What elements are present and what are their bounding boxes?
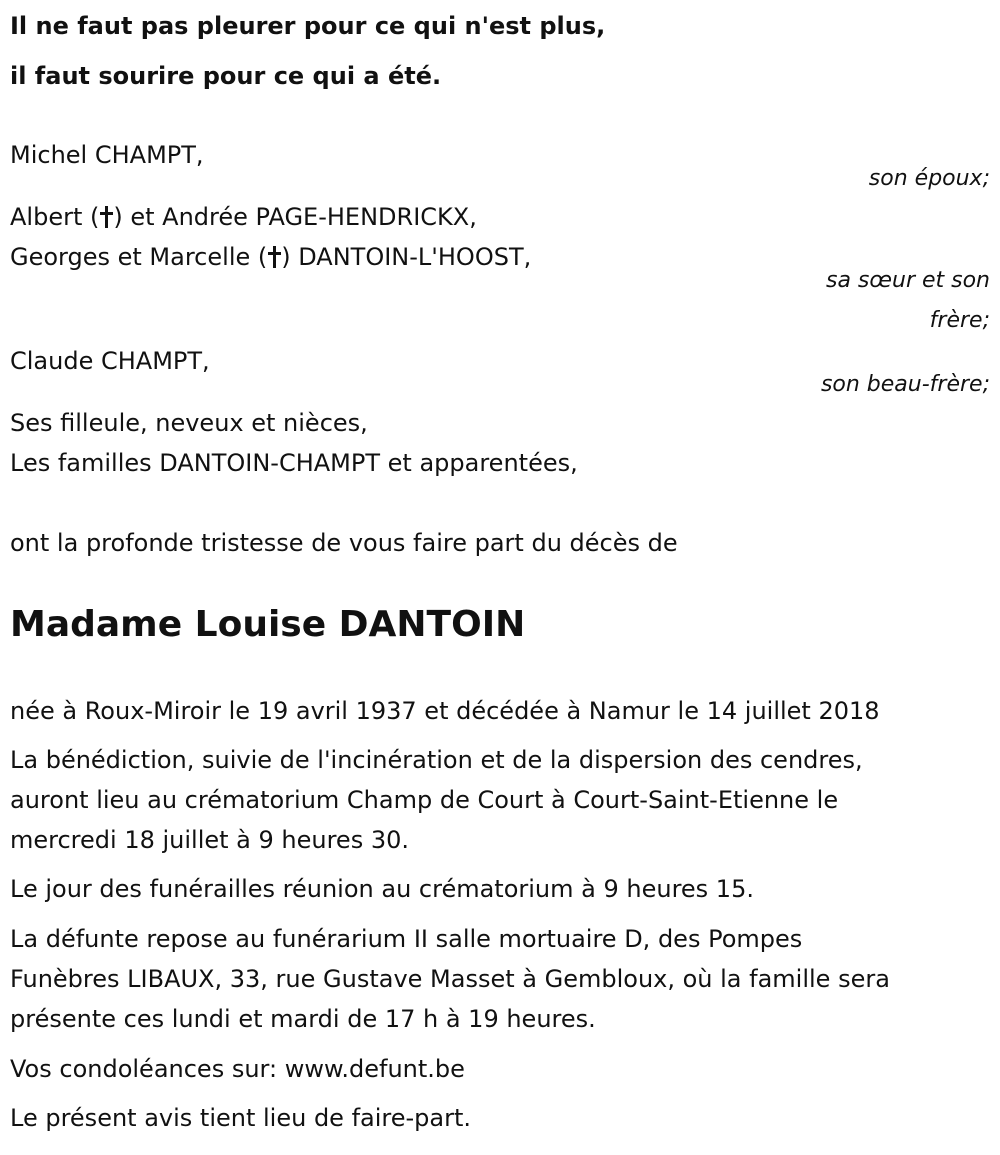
cross-icon (100, 206, 112, 228)
announcement: ont la profonde tristesse de vous faire part du décès de (10, 529, 678, 557)
deceased-name: Madame Louise DANTOIN (10, 604, 526, 645)
brother-in-law-relation: son beau-frère; (820, 372, 990, 397)
siblings-relation-line-2: frère; (929, 308, 990, 333)
notice: Le présent avis tient lieu de faire-part. (10, 1104, 472, 1132)
sibling-line-2-part-a: Georges et Marcelle ( (10, 243, 268, 271)
sibling-line-1-part-a: Albert ( (10, 203, 100, 231)
meeting: Le jour des funérailles réunion au crématorium à 9 heures 15. (10, 875, 754, 903)
birth-death: née à Roux-Miroir le 19 avril 1937 et décédée à Namur le 14 juillet 2018 (10, 697, 880, 725)
others-line-2: Les familles DANTOIN-CHAMPT et apparentées, (10, 449, 578, 477)
condolences: Vos condoléances sur: www.defunt.be (10, 1055, 465, 1083)
sibling-line-2 (10, 242, 531, 272)
sibling-line-1-part-b: ) et Andrée PAGE-HENDRICKX, (113, 203, 477, 231)
brother-in-law-name: Claude CHAMPT, (10, 347, 210, 375)
viewing-line-3: présente ces lundi et mardi de 17 h à 19 heures. (10, 1005, 596, 1033)
ceremony-line-3: mercredi 18 juillet à 9 heures 30. (10, 826, 409, 854)
others-line-1: Ses filleule, neveux et nièces, (10, 409, 368, 437)
sibling-line-1 (10, 202, 477, 232)
sibling-line-2-part-b: ) DANTOIN-L'HOOST, (281, 243, 532, 271)
viewing-line-2: Funèbres LIBAUX, 33, rue Gustave Masset à Gembloux, où la famille sera (10, 965, 890, 993)
viewing-line-1: La défunte repose au funérarium II salle mortuaire D, des Pompes (10, 925, 803, 953)
spouse-relation: son époux; (868, 166, 990, 191)
siblings-relation-line-1: sa sœur et son (825, 268, 990, 293)
epigraph-line-1: Il ne faut pas pleurer pour ce qui n'est plus, (10, 12, 606, 40)
ceremony-line-2: auront lieu au crématorium Champ de Court à Court-Saint-Etienne le (10, 786, 839, 814)
ceremony-line-1: La bénédiction, suivie de l'incinération et de la dispersion des cendres, (10, 746, 863, 774)
epigraph-line-2: il faut sourire pour ce qui a été. (10, 62, 442, 90)
spouse-name: Michel CHAMPT, (10, 141, 204, 169)
cross-icon (268, 246, 280, 268)
